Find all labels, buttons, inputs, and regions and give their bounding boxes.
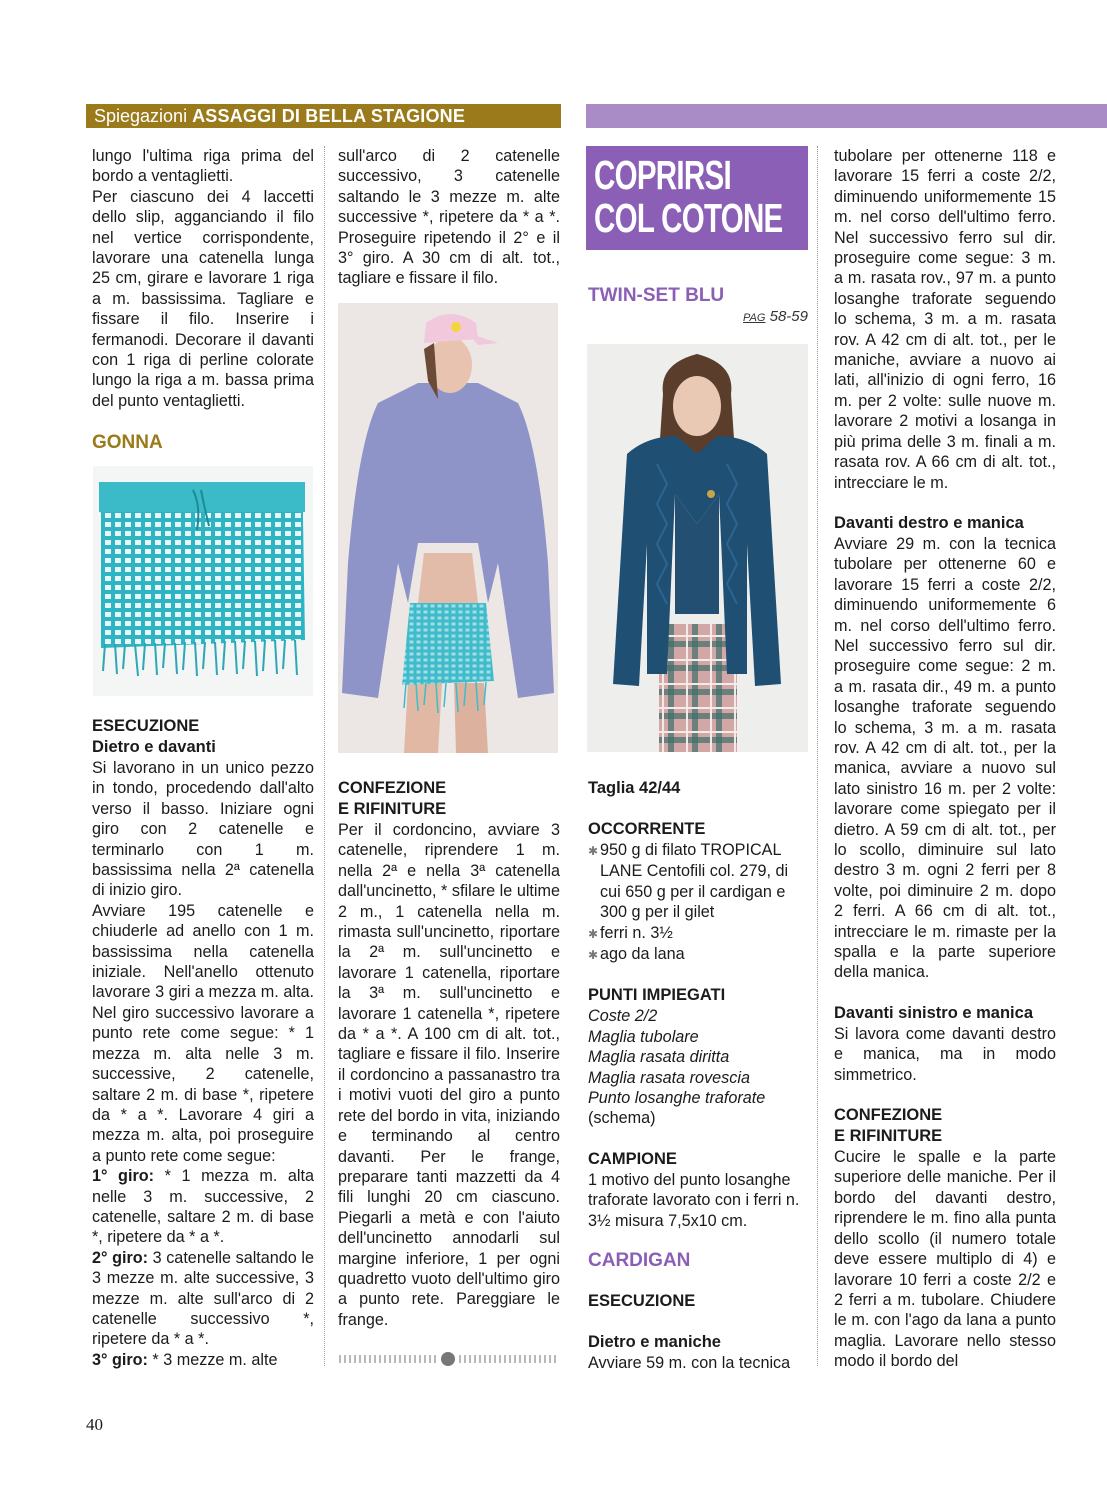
davanti-destro-heading: Davanti destro e manica [834,513,1024,532]
intro-text: lungo l'ultima riga prima del bordo a ventaglietti. [92,147,314,186]
giro-2-text [92,1248,314,1350]
column-divider [817,146,818,1366]
confezione-heading-2: E RIFINITURE [834,1127,943,1146]
confezione-heading-1: CONFEZIONE [834,1106,943,1125]
taglia-heading: Taglia 42/44 [588,779,681,797]
occorrente-item-text: ferri n. 3½ [600,923,673,942]
page-ref-label: PAG [743,312,766,324]
giro-3-body: * 3 mezze m. alte [147,1350,278,1369]
model-photo-cardigan [587,344,808,752]
punti-item: Maglia tubolare [588,1027,699,1046]
bullet-star-icon: ✱ [588,844,599,858]
page-number: 40 [86,1415,103,1434]
davanti-sinistro-text: Si lavora come davanti destro e manica, ma in modo simmetrico. [834,1024,1056,1084]
article-title-line-1: COPRIRSI [594,152,731,198]
giro-1-text [92,1166,314,1248]
column-2-lower [338,778,560,1330]
column-4 [834,146,1056,1372]
giro-3-label: 3° giro: [92,1350,148,1369]
article-title-line-2: COL COTONE [594,195,783,241]
article-title [586,146,808,250]
giro-2-label: 2° giro: [92,1248,149,1267]
header-prefix: Spiegazioni [94,106,193,126]
page-progress-indicator [338,1352,560,1366]
davanti-sinistro-heading: Davanti sinistro e manica [834,1003,1033,1022]
occorrente-heading: OCCORRENTE [588,820,706,838]
occorrente-item [588,944,808,965]
giro-1-label: 1° giro: [92,1167,155,1186]
confezione-heading-2: E RIFINITURE [338,800,447,818]
section-header [86,104,561,128]
column-1-lower [92,716,314,1370]
skirt-photo [93,466,313,696]
occorrente-item [588,923,808,944]
column-3-lower [588,778,808,1374]
laccetti-text: Per ciascuno dei 4 laccetti dello slip, agganciando il filo nel vertice corrispondente, lavorare una catenella lunga 25 cm, girare e lavorare 1 riga a m. bassissima. Tagliare e fissare il filo. Inserire i fermanodi. Decorare il davanti con 1 riga di perline colorate lungo la riga a m. bassa prima del punto ventaglietti. [92,187,314,410]
punti-item: Maglia rasata rovescia [588,1068,750,1087]
punti-heading: PUNTI IMPIEGATI [588,986,726,1005]
dietro-maniche-heading: Dietro e maniche [588,1333,721,1352]
cardigan-heading: CARDIGAN [588,1250,691,1272]
occorrente-item [588,840,808,923]
model-photo-skirt [338,303,558,753]
header-title: ASSAGGI DI BELLA STAGIONE [192,106,466,126]
dietro-maniche-continued: tubolare per ottenerne 118 e lavorare 15 ferri a coste 2/2, diminuendo uniformemente 15 m. nel corso dell'ultimo ferro. Nel successivo ferro sul dir. proseguire come segue: 3 m. a m. rasata rov., 97 m. a punto losanghe traforate seguendo lo schema, 3 m. a m. rasata rov. A 42 cm di alt. tot., per le maniche, avviare a nuovo ai lati, all'inizio di ogni ferro, 16 m. per 2 volte: sulle nuove m. lavorare 2 motivi a losanga in più prima delle 3 m. finali a m. rasata rov. A 66 cm di alt. tot., intrecciare le m. [834,147,1056,492]
davanti-destro-text: Avviare 29 m. con la tecnica tubolare per ottenerne 60 e lavorare 15 ferri a coste 2/2, diminuendo uniformemente 6 m. nel corso dell'ultimo ferro. Nel successivo ferro sul dir. proseguire come segue: 2 m. a m. rasata dir., 49 m. a punto losanghe traforate seguendo lo schema, 3 m. a m. rasata rov. A 42 cm di alt. tot., per la manica, avviare a nuovo sul lato sinistro 16 m. per 2 volte: lavorare come spiegato per il dietro. A 59 cm di alt. tot., per lo scollo, diminuire sul lato destro 3 m. ogni 2 ferri per 8 volte, poi diminuire 2 m. dopo 2 ferri. A 66 cm di alt. tot., intrecciare le m. rimaste per la spalla e la parte superiore della manica. [834,534,1056,982]
bullet-star-icon: ✱ [588,948,599,963]
campione-heading: CAMPIONE [588,1149,677,1168]
occorrente-item-text: 950 g di filato TROPICAL LANE Centofili col. 279, di cui 650 g per il cardigan e 300 g per il gilet [600,841,789,922]
confezione-text: Per il cordoncino, avviare 3 catenelle, riprendere 1 m. nella 2ª e nella 3ª catenella dall'uncinetto, * sfilare le ultime 2 m., 1 catenella nella m. rimasta sull'uncinetto, riportare la 2ª m. sull'uncinetto e lavorare 1 catenella, riportare la 3ª m. sull'uncinetto e lavorare 1 catenella *, ripetere da * a *. A 100 cm di alt. tot., tagliare e fissare il filo. Inserire il cordoncino a passanastro tra i motivi vuoti del giro a punto rete del bordo in vita, iniziando e terminando al centro davanti. Per le frange, preparare tanti mazzetti da 4 fili lunghi 20 cm ciascuno. Piegarli a metà e con l'aiuto dell'uncinetto annodarli sul margine inferiore, 1 per ogni quadretto vuoto dell'ultimo giro a punto rete. Pareggiare le frange. [338,821,560,1329]
gonna-heading: GONNA [92,432,163,454]
giro-3-text [92,1350,314,1370]
confezione-cardigan-text: Cucire le spalle e la parte superiore delle maniche. Per il bordo del davanti destro, riprendere le m. fino alla punta dello scollo (il numero totale deve essere multiplo di 4) e lavorare 10 ferri a coste 2/2 e 2 ferri a m. tubolare. Chiudere le m. con l'ago da lana a punto maglia. Lavorare nello stesso modo il bordo del [834,1148,1056,1371]
dietro-maniche-text: Avviare 59 m. con la tecnica [588,1354,791,1373]
gonna-text-2: Avviare 195 catenelle e chiuderle ad anello con 1 m. bassissima nella catenella iniziale. Nell'anello ottenuto lavorare 3 giri a mezza m. alta. Nel giro successivo lavorare a punto rete come segue: * 1 mezza m. alta nelle 3 m. successive, 2 catenelle, saltare 2 m. di base *, ripetere da * a *. Lavorare 4 giri a mezza m. alta, poi proseguire a punto rete come segue: [92,901,314,1165]
occorrente-item-text: ago da lana [600,945,685,964]
confezione-heading-1: CONFEZIONE [338,779,447,797]
column-3-top [588,284,808,327]
giro-2-body: 3 catenelle saltando le 3 mezze m. alte successive, 3 mezze m. alte sull'arco di 2 catenelle successivo *, ripetere da * a *. [92,1248,314,1349]
cardigan-esecuzione-heading: ESECUZIONE [588,1292,696,1311]
giro-1-body: * 1 mezza m. alta nelle 3 m. successive, 2 catenelle, saltare 2 m. di base *, ripetere da * a *. [92,1167,314,1247]
col2-top-text: sull'arco di 2 catenelle successivo, 3 catenelle saltando le 3 mezze m. alte successive *, ripetere da * a *. Proseguire ripetendo il 2° e il 3° giro. A 30 cm di alt. tot., tagliare e fissare il filo. [338,147,560,288]
campione-text: 1 motivo del punto losanghe traforate lavorato con i ferri n. 3½ misura 7,5x10 cm. [588,1170,800,1230]
punti-item: Coste 2/2 [588,1007,658,1026]
page-ref [588,308,808,327]
column-2 [338,146,560,289]
bullet-star-icon: ✱ [588,926,599,941]
dietro-davanti-heading: Dietro e davanti [92,738,216,756]
punti-schema: (schema) [588,1109,656,1128]
gonna-text-1: Si lavorano in un unico pezzo in tondo, procedendo dall'alto verso il basso. Iniziare ogni giro con 2 catenelle e terminarlo con 1 m. bassissima nella 2ª catenella di inizio giro. [92,759,314,900]
column-divider [324,146,325,1366]
punti-item: Punto losanghe traforate [588,1089,766,1108]
punti-item: Maglia rasata diritta [588,1048,730,1067]
header-bar-right [586,104,1107,128]
page-ref-value: 58-59 [765,308,808,325]
esecuzione-heading: ESECUZIONE [92,717,200,735]
twinset-heading: TWIN-SET BLU [588,285,725,306]
column-1 [92,146,314,455]
